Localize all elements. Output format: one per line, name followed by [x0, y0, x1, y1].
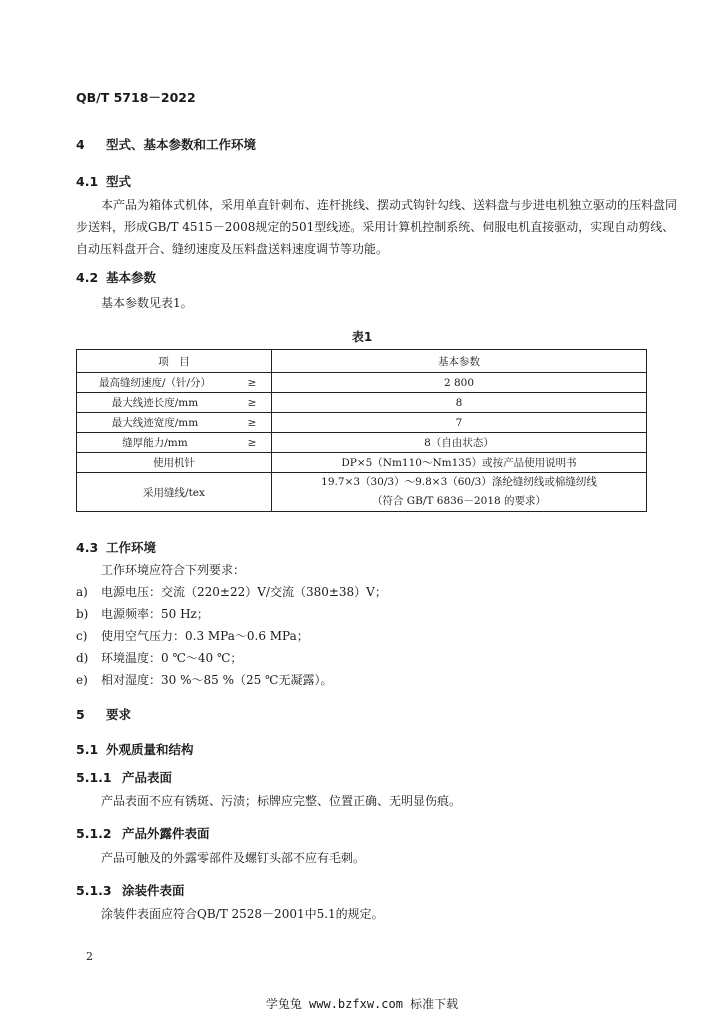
table-cell-value: 8（自由状态）: [272, 433, 647, 453]
section-4-2-paragraph: 基本参数见表1。: [101, 296, 193, 310]
section-number: 4.1: [76, 174, 99, 189]
table-row: [77, 433, 647, 453]
table-cell-value: 8: [272, 393, 647, 413]
list-item-label: a): [76, 585, 88, 599]
table-header-value: 基本参数: [272, 350, 647, 373]
table-cell-op: ≥: [233, 393, 272, 413]
list-item: [76, 583, 387, 600]
list-item: [76, 649, 242, 666]
section-5-1-1-paragraph: 产品表面不应有锈斑、污渍；标牌应完整、位置正确、无明显伤痕。: [101, 794, 462, 808]
section-title: 基本参数: [106, 270, 157, 285]
list-item-label: e): [76, 673, 88, 687]
table-cell-value: DP×5（Nm110～Nm135）或按产品使用说明书: [272, 453, 647, 473]
table-cell-op: ≥: [233, 373, 272, 393]
table-row: [77, 393, 647, 413]
table-cell-value: 2 800: [272, 373, 647, 393]
list-item-text: 使用空气压力：0.3 MPa～0.6 MPa；: [101, 629, 309, 643]
section-5-1-heading: [76, 740, 194, 758]
section-number: 5.1.3: [76, 883, 112, 898]
section-5-1-3-paragraph: 涂装件表面应符合QB/T 2528－2001中5.1的规定。: [101, 907, 384, 921]
section-number: 5.1.2: [76, 826, 112, 841]
section-4-2-heading: [76, 268, 156, 286]
table-cell-item: 采用缝线/tex: [77, 473, 272, 512]
list-item-label: d): [76, 651, 89, 665]
table-row: [77, 453, 647, 473]
section-4-3-heading: [76, 538, 156, 556]
list-item-text: 电源电压：交流（220±22）V/交流（380±38）V；: [101, 585, 387, 599]
section-number: 5.1.1: [76, 770, 112, 785]
site-footer: 学兔兔 www.bzfxw.com 标准下载: [265, 997, 459, 1011]
table-cell-item: 最大线迹宽度/mm: [77, 413, 234, 433]
table-cell-value: [272, 473, 647, 512]
list-item-text: 电源频率：50 Hz；: [101, 607, 209, 621]
table-title: 表1: [351, 330, 373, 344]
table-cell-op: ≥: [233, 413, 272, 433]
table-cell-item: 最高缝纫速度/（针/分）: [77, 373, 234, 393]
table-row: [77, 373, 647, 393]
table-cell-value-line1: 19.7×3（30/3）～9.8×3（60/3）涤纶缝纫线或棉缝纫线: [321, 476, 597, 488]
table-cell-item: 使用机针: [77, 453, 272, 473]
section-title: 型式: [106, 174, 132, 189]
section-title: 产品表面: [122, 770, 173, 785]
section-number: 4: [76, 137, 85, 152]
list-item-text: 环境温度：0 ℃～40 ℃；: [101, 651, 243, 665]
section-title: 要求: [106, 707, 132, 722]
list-item-label: c): [76, 629, 88, 643]
section-4-1-heading: [76, 172, 131, 190]
section-title: 涂装件表面: [122, 883, 185, 898]
section-number: 4.3: [76, 540, 99, 555]
section-title: 产品外露件表面: [122, 826, 210, 841]
section-4-heading: [76, 135, 256, 153]
table-row: [77, 413, 647, 433]
section-5-heading: [76, 705, 131, 723]
table-cell-value-line2: （符合 GB/T 6836－2018 的要求）: [371, 495, 547, 507]
section-4-1-paragraph: 本产品为箱体式机体，采用单直针刺布、连杆挑线、摆动式钩针勾线、送料盘与步进电机独立驱动的压料盘同步送料，形成GB/T 4515－2008规定的501型线迹。采用计算机控制系统、伺服电机直接驱动，实现自动剪线、自动压料盘开合、缝纫速度及压料盘送料速度调节等功能。: [76, 198, 678, 256]
basic-parameters-table: [76, 349, 647, 512]
section-5-1-3-heading: [76, 881, 185, 899]
list-item: [76, 627, 309, 644]
section-4-3-paragraph: 工作环境应符合下列要求：: [101, 563, 246, 577]
section-title: 外观质量和结构: [106, 742, 194, 757]
section-number: 4.2: [76, 270, 99, 285]
table-cell-item: 最大线迹长度/mm: [77, 393, 234, 413]
table-header-row: [77, 350, 647, 373]
list-item: [76, 605, 209, 622]
section-number: 5.1: [76, 742, 99, 757]
table-row: [77, 473, 647, 512]
section-title: 型式、基本参数和工作环境: [106, 137, 257, 152]
section-5-1-2-heading: [76, 824, 210, 842]
list-item-text: 相对湿度：30 %～85 %（25 ℃无凝露）。: [101, 673, 333, 687]
standard-id-header: QB/T 5718－2022: [76, 90, 196, 105]
page-number: 2: [86, 950, 93, 963]
table-cell-item: 缝厚能力/mm: [77, 433, 234, 453]
table-cell-value: 7: [272, 413, 647, 433]
table-cell-op: ≥: [233, 433, 272, 453]
list-item-label: b): [76, 607, 89, 621]
list-item: [76, 671, 332, 688]
section-number: 5: [76, 707, 85, 722]
table-header-item: 项 目: [77, 350, 272, 373]
section-5-1-2-paragraph: 产品可触及的外露零部件及螺钉头部不应有毛刺。: [101, 851, 366, 865]
section-title: 工作环境: [106, 540, 157, 555]
section-5-1-1-heading: [76, 768, 172, 786]
